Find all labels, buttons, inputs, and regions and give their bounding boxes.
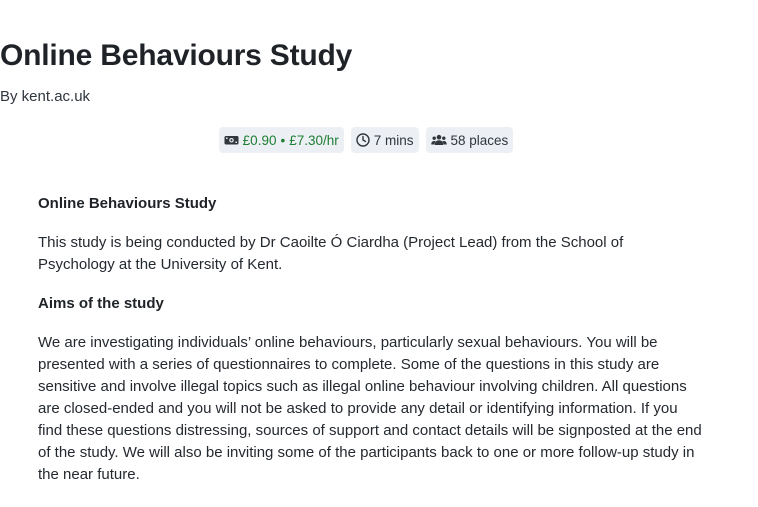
places-count: 58 places bbox=[450, 132, 509, 148]
time-badge bbox=[351, 127, 419, 153]
clock-icon bbox=[356, 133, 370, 147]
study-badges bbox=[0, 127, 732, 153]
description-heading: Online Behaviours Study bbox=[38, 195, 217, 212]
aims-heading: Aims of the study bbox=[38, 295, 164, 312]
study-title: Online Behaviours Study bbox=[0, 39, 353, 72]
aims-text: We are investigating individuals’ online behaviours, particularly sexual behaviours. You will be presented with a series of questionnaires to complete. Some of the questions in this study are sensitive and involve illegal topics such as illegal online behaviour involving children. All questions are closed-ended and you will not be asked to provide any detail or identifying information. If you find these questions distressing, sources of support and contact details will be signposted at the end of the study. We will also be inviting some of the participants back to one or more follow-up study in the near future. bbox=[38, 334, 702, 483]
reward-badge bbox=[219, 127, 344, 153]
reward-separator: • bbox=[280, 132, 286, 148]
description-intro: This study is being conducted by Dr Caoilte Ó Ciardha (Project Lead) from the School of Psychology at the University of Kent. bbox=[38, 234, 624, 273]
money-icon bbox=[224, 134, 239, 146]
reward-rate: £7.30/hr bbox=[289, 132, 339, 148]
study-researcher: By kent.ac.uk bbox=[0, 88, 91, 105]
time-estimate: 7 mins bbox=[373, 132, 414, 148]
reward-amount: £0.90 bbox=[242, 132, 277, 148]
places-badge bbox=[426, 127, 514, 153]
users-icon bbox=[431, 134, 447, 146]
study-description bbox=[38, 193, 703, 486]
